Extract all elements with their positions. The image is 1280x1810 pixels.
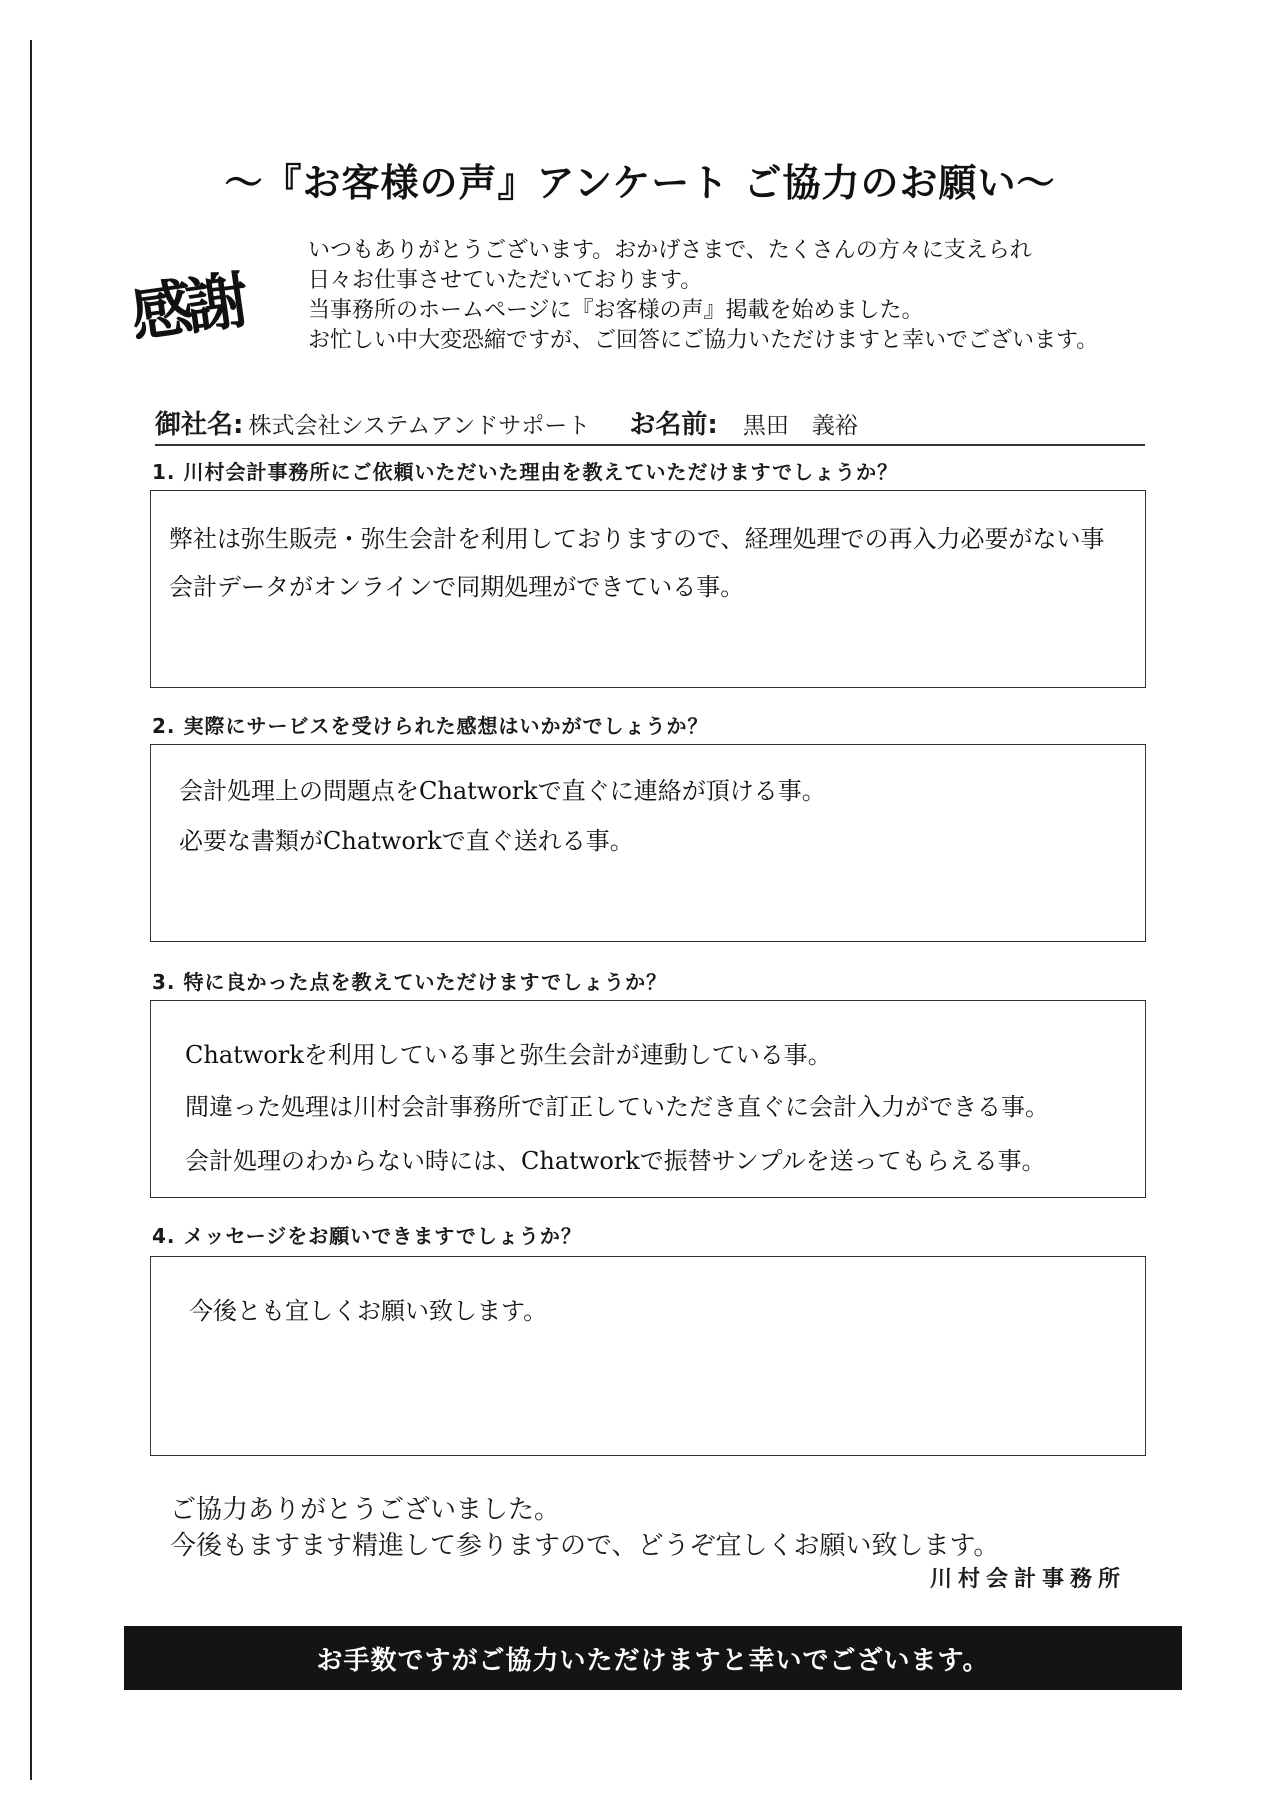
question-2-label: 2. 実際にサービスを受けられた感想はいかがでしょうか？ bbox=[152, 714, 709, 738]
answer-1-line: 弊社は弥生販売・弥生会計を利用しておりますので、経理処理での再入力必要がない事 bbox=[169, 525, 1105, 553]
kansha-calligraphy: 感謝 bbox=[126, 263, 248, 352]
intro-line: いつもありがとうございます。おかげさまで、たくさんの方々に支えられ bbox=[308, 238, 1032, 263]
answer-4-box bbox=[150, 1256, 1146, 1456]
intro-line: 当事務所のホームページに『お客様の声』掲載を始めました。 bbox=[308, 298, 924, 323]
answer-3-line: 会計処理のわからない時には、Chatworkで振替サンプルを送ってもらえる事。 bbox=[185, 1147, 1046, 1175]
question-1-label: 1. 川村会計事務所にご依頼いただいた理由を教えていただけますでしょうか？ bbox=[152, 460, 899, 484]
intro-text bbox=[308, 236, 1098, 356]
answer-1-line: 会計データがオンラインで同期処理ができている事。 bbox=[169, 573, 745, 601]
intro-line: お忙しい中大変恐縮ですが、ご回答にご協力いただけますと幸いでございます。 bbox=[308, 328, 1099, 353]
person-value: 黒田 義裕 bbox=[742, 413, 858, 439]
answer-3-line: Chatworkを利用している事と弥生会計が連動している事。 bbox=[185, 1041, 832, 1069]
question-4-label: 4. メッセージをお願いできますでしょうか？ bbox=[152, 1224, 582, 1248]
company-value: 株式会社システムアンドサポート bbox=[248, 413, 591, 439]
answer-2-box bbox=[150, 744, 1146, 942]
office-signature: 川村会計事務所 bbox=[929, 1566, 1126, 1592]
answer-2-line: 必要な書類がChatworkで直ぐ送れる事。 bbox=[179, 827, 634, 855]
footer-banner: お手数ですがご協力いただけますと幸いでございます。 bbox=[124, 1626, 1182, 1690]
company-label: 御社名: bbox=[155, 410, 244, 440]
question-3-label: 3. 特に良かった点を教えていただけますでしょうか？ bbox=[152, 970, 668, 994]
closing-message bbox=[170, 1492, 999, 1564]
page-title: ～『お客様の声』アンケート ご協力のお願い～ bbox=[224, 161, 1056, 205]
page-margin-line bbox=[30, 40, 32, 1780]
answer-3-line: 間違った処理は川村会計事務所で訂正していただき直ぐに会計入力ができる事。 bbox=[185, 1093, 1049, 1121]
closing-line: 今後もますます精進して参りますので、どうぞ宜しくお願い致します。 bbox=[170, 1531, 1000, 1561]
answer-4-line: 今後とも宜しくお願い致します。 bbox=[189, 1297, 548, 1325]
customer-info-row bbox=[155, 404, 1145, 446]
answer-2-line: 会計処理上の問題点をChatworkで直ぐに連絡が頂ける事。 bbox=[179, 777, 826, 805]
answer-1-box bbox=[150, 490, 1146, 688]
person-label: お名前: bbox=[629, 410, 718, 440]
closing-line: ご協力ありがとうございました。 bbox=[170, 1495, 561, 1525]
answer-3-box bbox=[150, 1000, 1146, 1198]
intro-line: 日々お仕事させていただいております。 bbox=[308, 268, 703, 293]
